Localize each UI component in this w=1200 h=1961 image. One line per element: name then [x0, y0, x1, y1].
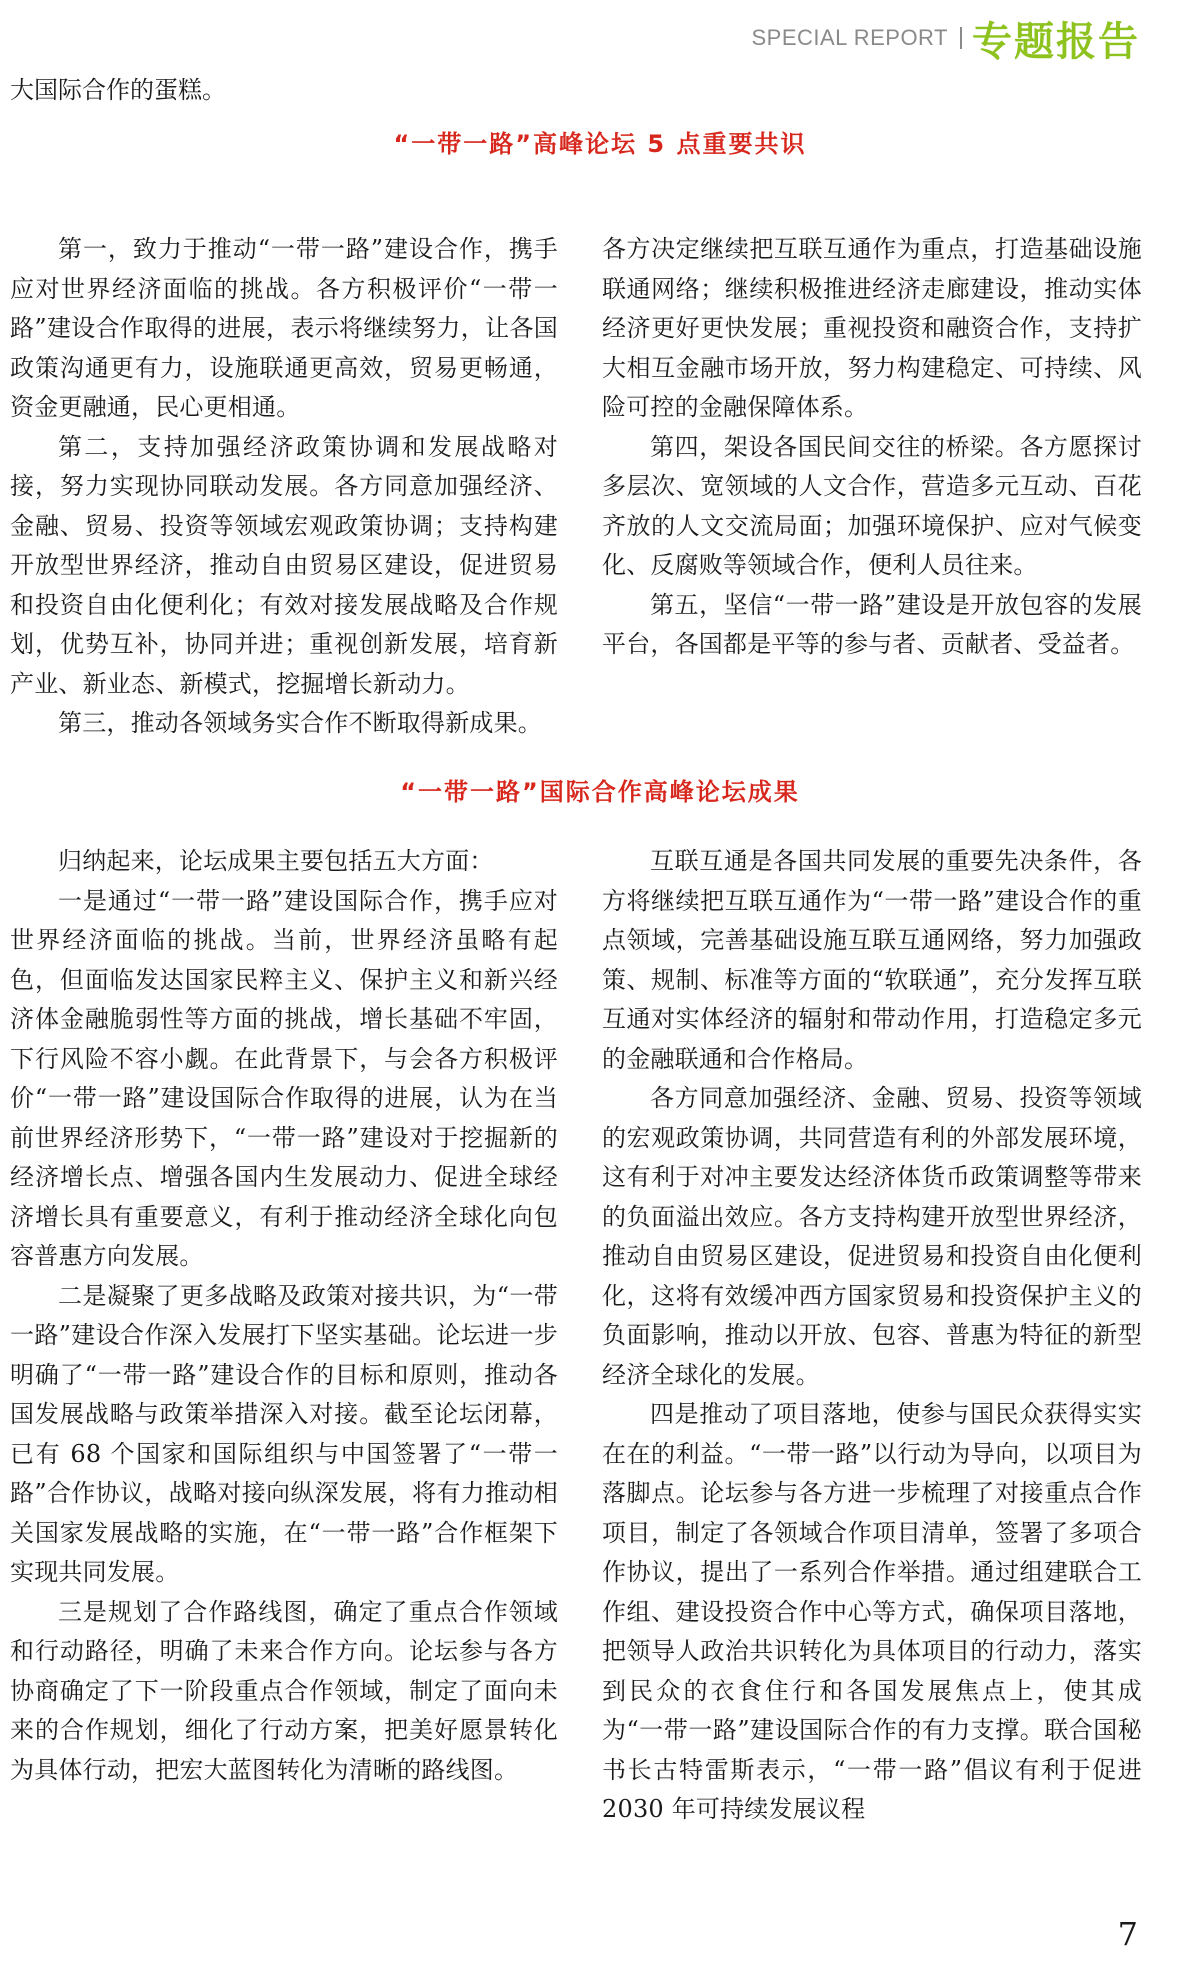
paragraph: 一是通过“一带一路”建设国际合作，携手应对世界经济面临的挑战。当前，世界经济虽略有起色，但面临发达国家民粹主义、保护主义和新兴经济体金融脆弱性等方面的挑战，增长基础不牢固，下行风险不容小觑。在此背景下，与会各方积极评价“一带一路”建设国际合作取得的进展，认为在当前世界经济形势下，“一带一路”建设对于挖掘新的经济增长点、增强各国内生发展动力、促进全球经济增长具有重要意义，有利于推动经济全球化向包容普惠方向发展。 — [10, 886, 558, 1270]
paragraph: 四是推动了项目落地，使参与国民众获得实实在在的利益。“一带一路”以行动为导向，以项目为落脚点。论坛参与各方进一步梳理了对接重点合作项目，制定了各领域合作项目清单，签署了多项合作协议，提出了一系列合作举措。通过组建联合工作组、建设投资合作中心等方式，确保项目落地，把领导人政治共识转化为具体项目的行动力，落实到民众的衣食住行和各国发展焦点上，使其成为“一带一路”建设国际合作的有力支撑。联合国秘书长古特雷斯表示，“一带一路”倡议有利于促进 2030 年可持续发展议程 — [602, 1400, 1142, 1823]
paragraph: 各方同意加强经济、金融、贸易、投资等领域的宏观政策协调，共同营造有利的外部发展环境，这有利于对冲主要发达经济体货币政策调整等带来的负面溢出效应。各方支持构建开放型世界经济，推动自由贸易区建设，促进贸易和投资自由化便利化，这将有效缓冲西方国家贸易和投资保护主义的负面影响，推动以开放、包容、普惠为特征的新型经济全球化的发展。 — [602, 1084, 1142, 1389]
paragraph: 第一，致力于推动“一带一路”建设合作，携手应对世界经济面临的挑战。各方积极评价“一带一路”建设合作取得的进展，表示将继续努力，让各国政策沟通更有力，设施联通更高效，贸易更畅通，资金更融通，民心更相通。 — [10, 235, 558, 421]
section1-left-column — [10, 230, 558, 744]
paragraph: 第三，推动各领域务实合作不断取得新成果。 — [58, 709, 542, 737]
header-cn-label: 专题报告 — [972, 18, 1140, 65]
paragraph: 互联互通是各国共同发展的重要先决条件，各方将继续把互联互通作为“一带一路”建设合作的重点领域，完善基础设施互联互通网络，努力加强政策、规制、标准等方面的“软联通”，充分发挥互联互通对实体经济的辐射和带动作用，打造稳定多元的金融联通和合作格局。 — [602, 847, 1142, 1073]
section2-right-column — [602, 842, 1142, 1830]
paragraph: 第四，架设各国民间交往的桥梁。各方愿探讨多层次、宽领域的人文合作，营造多元互动、百花齐放的人文交流局面；加强环境保护、应对气候变化、反腐败等领域合作，便利人员往来。 — [602, 432, 1142, 579]
paragraph: 二是凝聚了更多战略及政策对接共识，为“一带一路”建设合作深入发展打下坚实基础。论坛进一步明确了“一带一路”建设合作的目标和原则，推动各国发展战略与政策举措深入对接。截至论坛闭幕，已有 68 个国家和国际组织与中国签署了“一带一路”合作协议，战略对接向纵深发展，将有力推动相关国家发展战略的实施，在“一带一路”合作框架下实现共同发展。 — [10, 1281, 558, 1586]
section2-title: “一带一路”国际合作高峰论坛成果 — [400, 778, 800, 806]
paragraph: 三是规划了合作路线图，确定了重点合作领域和行动路径，明确了未来合作方向。论坛参与各方协商确定了下一阶段重点合作领域，制定了面向未来的合作规划，细化了行动方案，把美好愿景转化为具体行动，把宏大蓝图转化为清晰的路线图。 — [10, 1597, 558, 1784]
paragraph: 第五，坚信“一带一路”建设是开放包容的发展平台，各国都是平等的参与者、贡献者、受益者。 — [602, 590, 1142, 658]
page-number: 7 — [1117, 1915, 1138, 1953]
section1-right-column — [602, 230, 1142, 665]
paragraph: 各方决定继续把互联互通作为重点，打造基础设施联通网络；继续积极推进经济走廊建设，推动实体经济更好更快发展；重视投资和融资合作，支持扩大相互金融市场开放，努力构建稳定、可持续、风险可控的金融保障体系。 — [602, 235, 1142, 421]
page-header — [751, 8, 1140, 68]
paragraph: 归纳起来，论坛成果主要包括五大方面： — [58, 847, 494, 875]
intro-text: 大国际合作的蛋糕。 — [10, 76, 226, 104]
header-en-label: SPECIAL REPORT — [751, 25, 948, 50]
section1-title: “一带一路”高峰论坛 5 点重要共识 — [393, 130, 807, 158]
header-separator — [960, 27, 962, 49]
section2-left-column — [10, 842, 558, 1790]
paragraph: 第二，支持加强经济政策协调和发展战略对接，努力实现协同联动发展。各方同意加强经济、金融、贸易、投资等领域宏观政策协调；支持构建开放型世界经济，推动自由贸易区建设，促进贸易和投资自由化便利化；有效对接发展战略及合作规划，优势互补，协同并进；重视创新发展，培育新产业、新业态、新模式，挖掘增长新动力。 — [10, 432, 558, 698]
